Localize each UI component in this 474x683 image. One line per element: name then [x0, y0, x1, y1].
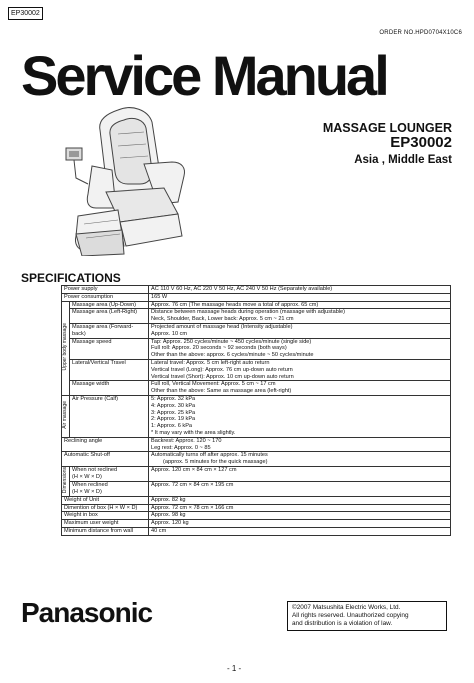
spec-line: When reclined [72, 481, 108, 488]
product-info [323, 121, 452, 168]
spec-line: Lateral travel: Approx. 5 cm left-right auto return [151, 359, 270, 366]
group-air [62, 395, 70, 437]
spec-line: Approx. 10 cm [151, 330, 188, 337]
table-row [62, 504, 451, 512]
spec-value: Approx. 76 cm (The massage heads move a total of approx. 65 cm) [149, 301, 451, 309]
table-row [62, 323, 451, 338]
copyright-line: All rights reserved. Unauthorized copying [292, 612, 409, 619]
spec-value [149, 437, 451, 452]
spec-label: Dimention of box (H × W × D) [62, 504, 149, 512]
table-row [62, 395, 451, 437]
brand-logo: Panasonic [21, 597, 153, 628]
spec-line: Leg rest: Approx. 0 ~ 85 [151, 444, 211, 451]
spec-line: 5: Approx. 32 kPa [151, 395, 196, 402]
group-label: Air massage [62, 401, 69, 429]
spec-line: (H × W × D) [72, 473, 102, 480]
product-category: MASSAGE LOUNGER [322, 121, 452, 135]
table-row [62, 286, 451, 294]
product-model: EP30002 [390, 134, 452, 151]
spec-value [149, 395, 451, 437]
spec-line: Tap: Approx. 250 cycles/minute ~ 450 cycles/minute (single side) [151, 338, 312, 345]
table-row [62, 481, 451, 496]
spec-line: 4: Approx. 30 kPa [151, 402, 196, 409]
spec-line: * It may vary with the area slightly. [151, 429, 236, 436]
spec-line: Automatically turns off after approx. 15 minutes [151, 452, 268, 459]
spec-value: 165 W [149, 293, 451, 301]
spec-value [149, 381, 451, 396]
spec-line: Projected amount of massage head (Intensity adjustable) [151, 323, 293, 330]
spec-line: Vertical travel (Short): Approx. 10 cm up-down auto return [151, 373, 294, 380]
spec-label: Massage speed [70, 338, 149, 359]
table-row [62, 437, 451, 452]
massage-chair-icon [48, 104, 218, 256]
table-row [62, 528, 451, 536]
product-region: Asia , Middle East [354, 154, 452, 166]
spec-value [149, 323, 451, 338]
spec-value [149, 359, 451, 380]
spec-label: Massage area (Left-Right) [70, 309, 149, 324]
model-tag: EP30002 [8, 7, 43, 20]
spec-line: 3: Approx. 25 kPa [151, 409, 196, 416]
table-row [62, 359, 451, 380]
spec-value [149, 338, 451, 359]
copyright-line: ©2007 Matsushita Electric Works, Ltd. [292, 604, 401, 611]
group-dimensions [62, 466, 70, 496]
group-label: Dimensions [62, 466, 69, 494]
order-number: ORDER NO.HPD0704X10C6 [379, 30, 462, 36]
table-row [62, 381, 451, 396]
spec-label: Maximum user weight [62, 520, 149, 528]
spec-label [70, 481, 149, 496]
spec-label: Massage area (Up-Down) [70, 301, 149, 309]
spec-value: 40 cm [149, 528, 451, 536]
table-row [62, 301, 451, 309]
spec-line: Vertical travel (Long): Approx. 76 cm up-down auto return [151, 366, 293, 373]
spec-label: Automatic Shut-off [62, 452, 149, 467]
spec-value: Approx. 72 cm × 84 cm × 195 cm [149, 481, 451, 496]
spec-label: Reclining angle [62, 437, 149, 452]
specifications-heading: SPECIFICATIONS [21, 271, 121, 285]
spec-label: Weight in box [62, 512, 149, 520]
spec-label: Air Pressure (Calf) [70, 395, 149, 437]
spec-line: Full roll, Vertical Movement: Approx. 5 cm ~ 17 cm [151, 381, 276, 388]
spec-value: Approx. 120 cm × 84 cm × 127 cm [149, 466, 451, 481]
spec-label: Lateral/Vertical Travel [70, 359, 149, 380]
table-row [62, 496, 451, 504]
group-upper-body [62, 301, 70, 395]
spec-label: Minimum distance from wall [62, 528, 149, 536]
spec-line: Other than the above: Same as massage area (left-right) [151, 388, 292, 395]
spec-label [70, 466, 149, 481]
table-row [62, 309, 451, 324]
spec-value: Approx. 120 kg [149, 520, 451, 528]
spec-line: (approx. 5 minutes for the quick massage) [163, 459, 268, 466]
table-row [62, 520, 451, 528]
spec-label: Massage width [70, 381, 149, 396]
spec-value: Approx. 82 kg [149, 496, 451, 504]
table-row [62, 338, 451, 359]
table-row [62, 466, 451, 481]
spec-line: Distance between massage heads during operation (massage with adjustable) [151, 309, 346, 316]
spec-label: Power consumption [62, 293, 149, 301]
spec-line: Other than the above: approx. 6 cycles/minute ~ 50 cycles/minute [151, 352, 314, 359]
copyright-notice [287, 601, 447, 631]
spec-line: 1: Approx. 6 kPa [151, 423, 193, 430]
specifications-table [61, 285, 451, 536]
spec-line: 2: Approx. 19 kPa [151, 416, 196, 423]
spec-line: (H × W × D) [72, 488, 102, 495]
spec-value: Approx. 72 cm × 78 cm × 166 cm [149, 504, 451, 512]
spec-value [149, 309, 451, 324]
spec-label: Power supply [62, 286, 149, 294]
group-label: Upper body massage [62, 323, 69, 371]
spec-value [149, 452, 451, 467]
spec-line: Neck, Shoulder, Back, Lower back: Approx. 5 cm ~ 21 cm [151, 316, 294, 323]
page-number: - 1 - [227, 664, 242, 673]
copyright-line: and distribution is a violation of law. [292, 620, 393, 627]
table-row [62, 512, 451, 520]
page-title: Service Manual [21, 44, 387, 107]
spec-line: Backrest: Approx. 120 ~ 170 [151, 437, 222, 444]
spec-value: Approx. 98 kg [149, 512, 451, 520]
spec-line: When not reclined [72, 466, 118, 473]
table-row [62, 452, 451, 467]
spec-value: AC 110 V 60 Hz, AC 220 V 50 Hz, AC 240 V 50 Hz (Separately available) [149, 286, 451, 294]
table-row [62, 293, 451, 301]
spec-line: Full roll: Approx. 20 seconds ~ 92 seconds (both ways) [151, 345, 287, 352]
spec-label: Weight of Unit [62, 496, 149, 504]
spec-label: Massage area (Forward-back) [70, 323, 149, 338]
